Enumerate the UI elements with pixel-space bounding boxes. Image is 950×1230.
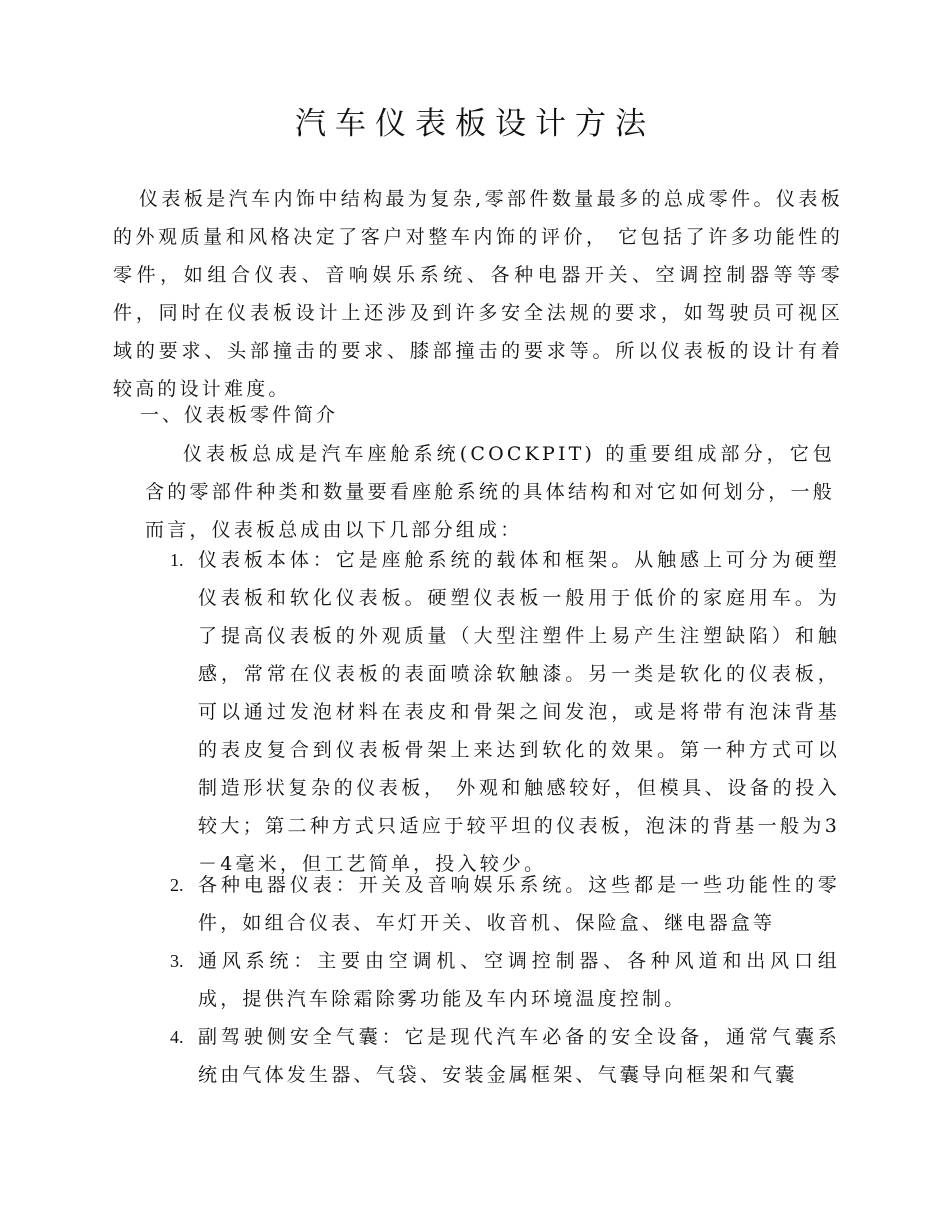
list-item-number: 4.: [170, 1027, 184, 1047]
list-item: [170, 942, 840, 1018]
section-heading: 一、仪表板零件简介: [140, 404, 339, 426]
list-item-text: 仪表板本体：它是座舱系统的载体和框架。从触感上可分为硬塑仪表板和软化仪表板。硬塑仪表板一般用于低价的家庭用车。为了提高仪表板的外观质量（大型注塑件上易产生注塑缺陷）和触感，常常在仪表板的表面喷涂软触漆。另一类是软化的仪表板，可以通过发泡材料在表皮和骨架之间发泡，或是将带有泡沫背基的表皮复合到仪表板骨架上来达到软化的效果。第一种方式可以制造形状复杂的仪表板， 外观和触感较好，但模具、设备的投入较大；第二种方式只适应于较平坦的仪表板，泡沫的背基一般为3－4毫米，但工艺简单，投入较少。: [198, 549, 840, 875]
list-item: [170, 1018, 840, 1094]
document-title: 汽车仪表板设计方法: [295, 106, 655, 142]
list-item-number: 1.: [170, 550, 184, 570]
list-item-text: 各种电器仪表：开关及音响娱乐系统。这些都是一些功能性的零件，如组合仪表、车灯开关、收音机、保险盒、继电器盒等: [198, 874, 840, 934]
list-item-text: 副驾驶侧安全气囊：它是现代汽车必备的安全设备，通常气囊系统由气体发生器、气袋、安装金属框架、气囊导向框架和气囊: [198, 1026, 840, 1086]
list-item-number: 2.: [170, 875, 184, 895]
list-item: [170, 866, 840, 942]
intro-paragraph: 仪表板是汽车内饰中结构最为复杂,零部件数量最多的总成零件。仪表板的外观质量和风格决定了客户对整车内饰的评价， 它包括了许多功能性的零件，如组合仪表、音响娱乐系统、各种电器开关、空调控制器等等零件，同时在仪表板设计上还涉及到许多安全法规的要求，如驾驶员可视区域的要求、头部撞击的要求、膝部撞击的要求等。所以仪表板的设计有着较高的设计难度。: [113, 188, 843, 400]
list-item-text: 通风系统：主要由空调机、空调控制器、各种风道和出风口组成，提供汽车除霜除雾功能及车内环境温度控制。: [198, 950, 840, 1010]
list-item-number: 3.: [170, 951, 184, 971]
list-item: [170, 541, 840, 883]
section-intro-paragraph: 仪表板总成是汽车座舱系统(COCKPIT) 的重要组成部分，它包含的零部件种类和数量要看座舱系统的具体结构和对它如何划分，一般而言，仪表板总成由以下几部分组成：: [145, 443, 835, 541]
